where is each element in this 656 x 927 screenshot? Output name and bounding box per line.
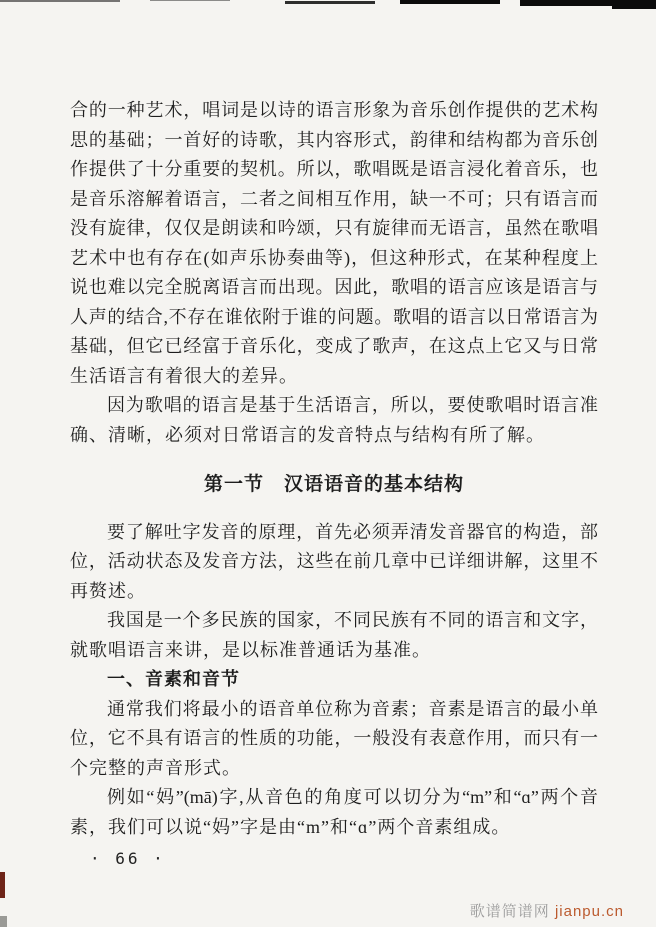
subsection-heading: 一、音素和音节 xyxy=(107,669,240,689)
text-line: 说也难以完全脱离语言而出现。因此，歌唱的语言应该是语言与 xyxy=(70,277,598,297)
text-line: 我国是一个多民族的国家，不同民族有不同的语言和文字， xyxy=(107,610,598,630)
scan-edge-segment xyxy=(150,0,230,1)
scan-mark-left xyxy=(0,872,5,898)
page-text-block xyxy=(70,96,598,842)
text-line: 例如“妈”(mā)字,从音色的角度可以切分为“m”和“ɑ”两个音 xyxy=(107,787,598,807)
text-line: 通常我们将最小的语音单位称为音素；音素是语言的最小单 xyxy=(107,698,598,719)
text-line: 位，活动状态及发音方法，这些在前几章中已详细讲解，这里不 xyxy=(70,551,598,571)
text-line: 没有旋律，仅仅是朗读和吟颂，只有旋律而无语言，虽然在歌唱 xyxy=(70,218,598,238)
text-line: 个完整的声音形式。 xyxy=(70,757,241,778)
text-line: 基础，但它已经富于音乐化，变成了歌声，在这点上它又与日常 xyxy=(70,336,598,356)
scan-edge-segment xyxy=(0,0,120,2)
scan-edge-segment xyxy=(400,0,500,4)
text-line: 要了解吐字发音的原理，首先必须弄清发音器官的构造，部 xyxy=(107,521,598,542)
page-number: · 66 · xyxy=(90,849,166,868)
text-line: 再赘述。 xyxy=(70,580,146,601)
scan-edge-segment xyxy=(612,0,656,9)
text-line: 思的基础；一首好的诗歌，其内容形式，韵律和结构都为音乐创 xyxy=(70,129,598,150)
watermark xyxy=(470,900,624,921)
text-line: 合的一种艺术，唱词是以诗的语言形象为音乐创作提供的艺术构 xyxy=(70,100,598,120)
text-line: 确、清晰，必须对日常语言的发音特点与结构有所了解。 xyxy=(70,424,545,445)
text-line: 是音乐溶解着语言，二者之间相互作用，缺一不可；只有语言而 xyxy=(70,188,598,209)
watermark-site-url: jianpu.cn xyxy=(554,903,624,920)
text-line: 作提供了十分重要的契机。所以，歌唱既是语言浸化着音乐，也 xyxy=(70,159,598,179)
text-line: 生活语言有着很大的差异。 xyxy=(70,365,298,386)
scan-edge-segment xyxy=(285,1,375,4)
text-line: 因为歌唱的语言是基于生活语言，所以，要使歌唱时语言准 xyxy=(107,395,598,415)
scan-corner-mark xyxy=(0,916,7,927)
text-line: 就歌唱语言来讲，是以标准普通话为基准。 xyxy=(70,639,431,660)
section-heading: 第一节 汉语语音的基本结构 xyxy=(203,474,464,495)
text-line: 艺术中也有存在(如声乐协奏曲等)，但这种形式，在某种程度上 xyxy=(70,247,598,268)
text-line: 位，它不具有语言的性质的功能，一般没有表意作用，而只有一 xyxy=(70,728,598,748)
watermark-site-name: 歌谱简谱网 xyxy=(469,903,550,920)
text-line: 人声的结合,不存在谁依附于谁的问题。歌唱的语言以日常语言为 xyxy=(70,306,598,327)
text-line: 素，我们可以说“妈”字是由“m”和“ɑ”两个音素组成。 xyxy=(70,816,511,837)
